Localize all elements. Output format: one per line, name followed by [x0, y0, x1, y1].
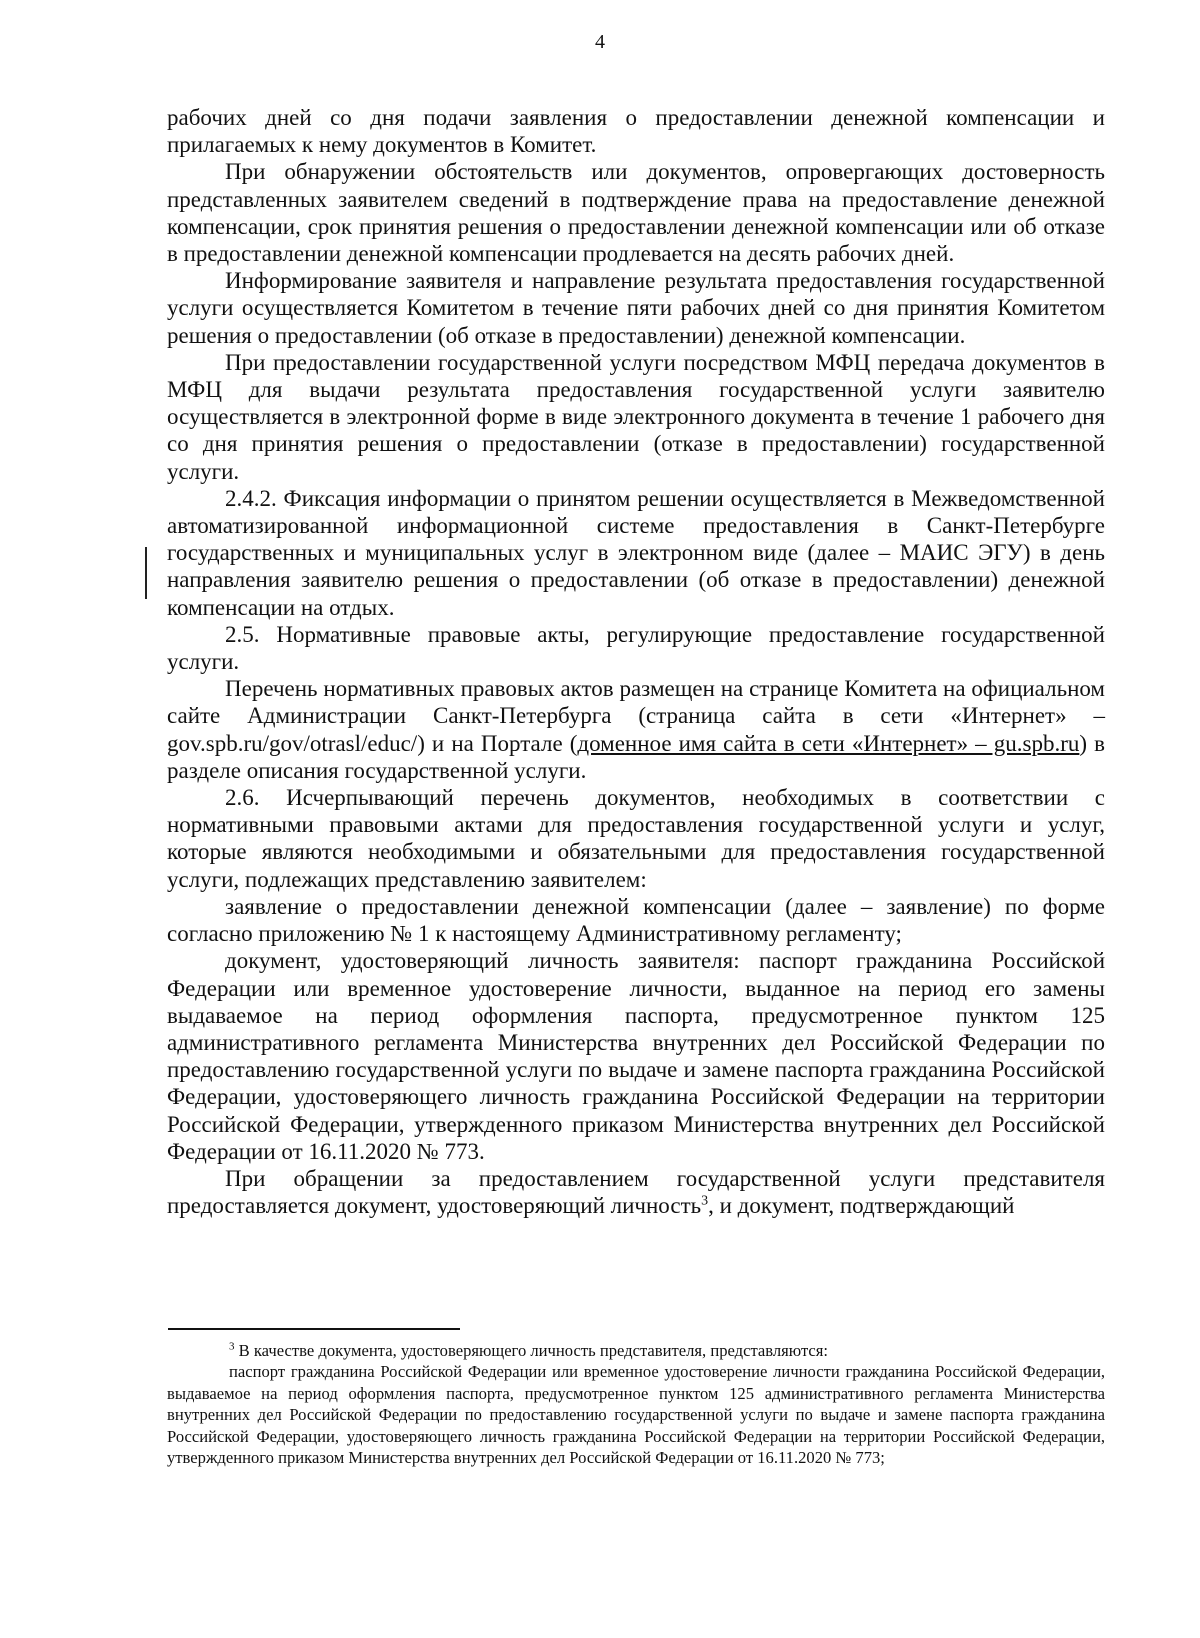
footnote-reference[interactable]: 3: [701, 1193, 709, 1209]
paragraph-text: Перечень нормативных правовых актов размещен на странице Комитета на официальном сайте Администрации Санкт-Петербурга (страница сайта в сети «Интернет» – gov.spb.ru/gov/otrasl/educ/) и на Портале (: [167, 676, 1105, 756]
paragraph: документ, удостоверяющий личность заявителя: паспорт гражданина Российской Федерации или временное удостоверение личности, выданное на период его замены выдаваемое на период оформления паспорта, предусмотренное пунктом 125 административного регламента Министерства внутренних дел Российской Федерации по предоставлению государственной услуги по выдаче и замене паспорта гражданина Российской Федерации, удостоверяющего личность гражданина Российской Федерации на территории Российской Федерации, утвержденного приказом Министерства внутренних дел Российской Федерации от 16.11.2020 № 773.: [167, 948, 1105, 1164]
footnote-line: [167, 1340, 1105, 1361]
document-body: [167, 104, 1105, 1219]
portal-domain-link[interactable]: доменное имя сайта в сети «Интернет» – gu.spb.ru: [577, 730, 1080, 756]
paragraph: [167, 675, 1105, 784]
paragraph: При обнаружении обстоятельств или документов, опровергающих достоверность представленных заявителем сведений в подтверждение права на предоставление денежной компенсации, срок принятия решения о предоставлении денежной компенсации или об отказе в предоставлении денежной компенсации продлевается на десять рабочих дней.: [167, 159, 1105, 267]
paragraph-2-4-2: 2.4.2. Фиксация информации о принятом решении осуществляется в Межведомственной автоматизированной информационной системе предоставления в Санкт-Петербурге государственных и муниципальных услуг в электронном виде (далее – МАИС ЭГУ) в день направления заявителю решения о предоставлении (об отказе в предоставлении) денежной компенсации на отдых.: [167, 485, 1105, 620]
paragraph: заявление о предоставлении денежной компенсации (далее – заявление) по форме согласно приложению № 1 к настоящему Административному регламенту;: [167, 893, 1105, 947]
footnote-marker: 3: [229, 1340, 235, 1353]
revision-margin-bar: [145, 547, 147, 599]
footnote-separator: [168, 1328, 460, 1330]
page-number: 4: [595, 31, 605, 53]
paragraph: рабочих дней со дня подачи заявления о предоставлении денежной компенсации и прилагаемых к нему документов в Комитет.: [167, 105, 1105, 158]
footnote-line: паспорт гражданина Российской Федерации или временное удостоверение личности гражданина Российской Федерации, выдаваемое на период оформления паспорта, предусмотренное пунктом 125 административного регламента Министерства внутренних дел Российской Федерации по предоставлению государственной услуги по выдаче и замене паспорта гражданина Российской Федерации, удостоверяющего личность гражданина Российской Федерации на территории Российской Федерации, утвержденного приказом Министерства внутренних дел Российской Федерации от 16.11.2020 № 773;: [167, 1362, 1105, 1468]
paragraph-text: ) в разделе описания государственной услуги.: [167, 730, 1105, 783]
paragraph-text: , и документ, подтверждающий: [708, 1193, 1015, 1219]
footnote-text: В качестве документа, удостоверяющего личность представителя, представляются:: [238, 1341, 829, 1360]
paragraph: [167, 1165, 1105, 1219]
paragraph-2-5: 2.5. Нормативные правовые акты, регулирующие предоставление государственной услуги.: [167, 621, 1105, 675]
footnotes: [167, 1340, 1105, 1468]
paragraph: При предоставлении государственной услуги посредством МФЦ передача документов в МФЦ для выдачи результата предоставления государственной услуги заявителю осуществляется в электронной форме в виде электронного документа в течение 1 рабочего дня со дня принятия решения о предоставлении (отказе в предоставлении) государственной услуги.: [167, 349, 1105, 484]
paragraph-2-6: 2.6. Исчерпывающий перечень документов, необходимых в соответствии с нормативными правовыми актами для предоставления государственной услуги и услуг, которые являются необходимыми и обязательными для предоставления государственной услуги, подлежащих представлению заявителем:: [167, 785, 1105, 892]
paragraph: Информирование заявителя и направление результата предоставления государственной услуги осуществляется Комитетом в течение пяти рабочих дней со дня принятия Комитетом решения о предоставлении (об отказе в предоставлении) денежной компенсации.: [167, 268, 1105, 348]
paragraph-text: При обращении за предоставлением государственной услуги представителя предоставляется документ, удостоверяющий личность: [167, 1165, 1105, 1219]
